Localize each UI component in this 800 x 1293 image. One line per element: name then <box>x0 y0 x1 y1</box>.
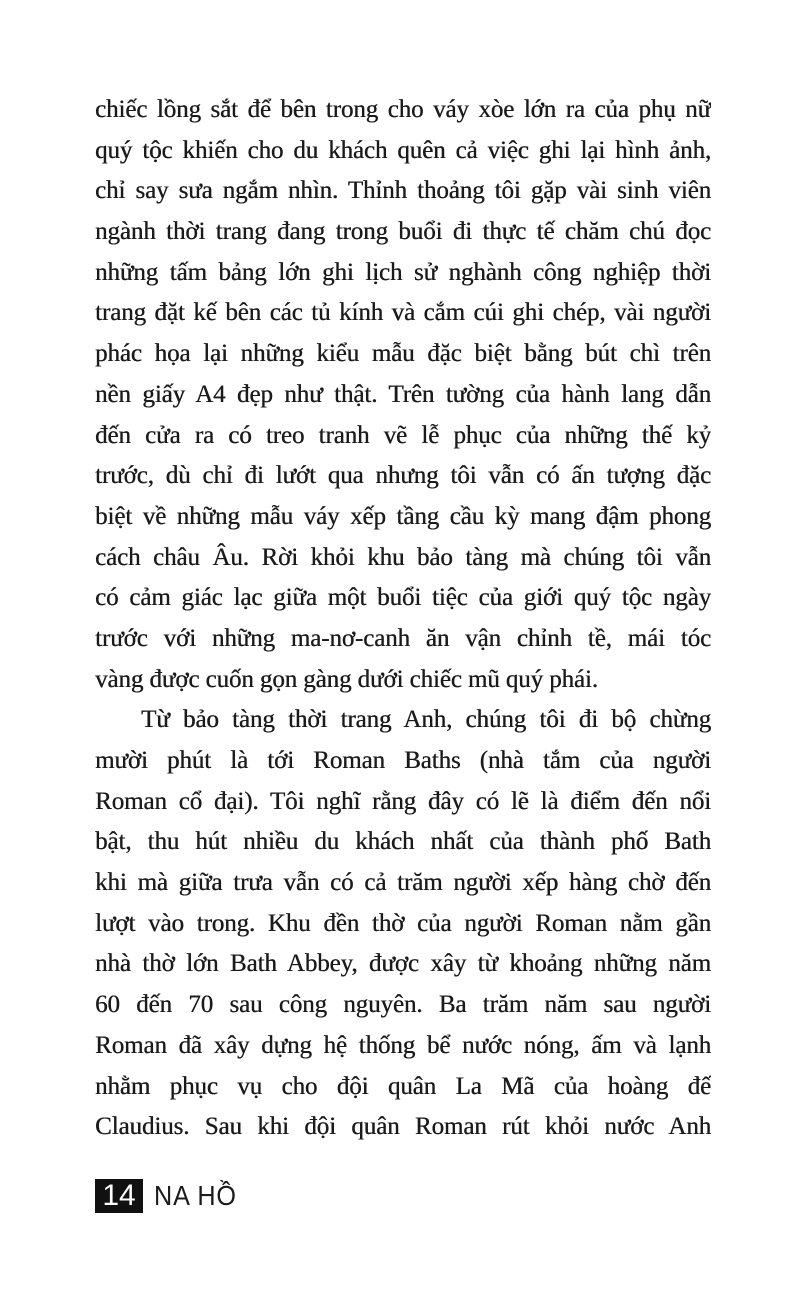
text-line: những tấm bảng lớn ghi lịch sử nghành công nghiệp thời <box>95 258 711 286</box>
page-number-badge <box>95 1179 143 1213</box>
text-line: 60 đến 70 sau công nguyên. Ba trăm năm sau người <box>95 991 711 1019</box>
page-number: 14 <box>102 1179 136 1212</box>
text-line: chiếc lồng sắt để bên trong cho váy xòe lớn ra của phụ nữ <box>95 96 711 123</box>
author-name: NA HỒ <box>154 1180 237 1211</box>
text-line: phác họa lại những kiểu mẫu đặc biệt bằng bút chì trên <box>95 340 711 368</box>
text-line: nhằm phục vụ cho đội quân La Mã của hoàng đế <box>95 1072 711 1100</box>
text-line: Từ bảo tàng thời trang Anh, chúng tôi đi bộ chừng <box>141 706 711 734</box>
text-line: cách châu Âu. Rời khỏi khu bảo tàng mà chúng tôi vẫn <box>95 543 711 571</box>
text-line: quý tộc khiến cho du khách quên cả việc ghi lại hình ảnh, <box>95 136 711 164</box>
body-text <box>95 90 711 1148</box>
text-line: nền giấy A4 đẹp như thật. Trên tường của hành lang dẫn <box>95 380 711 408</box>
text-line: biệt về những mẫu váy xếp tầng cầu kỳ mang đậm phong <box>95 502 711 530</box>
text-line: bật, thu hút nhiều du khách nhất của thành phố Bath <box>95 828 711 856</box>
text-line: chỉ say sưa ngắm nhìn. Thỉnh thoảng tôi gặp vài sinh viên <box>95 177 711 205</box>
text-line: trang đặt kế bên các tủ kính và cắm cúi ghi chép, vài người <box>95 299 711 327</box>
text-line: khi mà giữa trưa vẫn có cả trăm người xếp hàng chờ đến <box>95 869 711 897</box>
text-line: vàng được cuốn gọn gàng dưới chiếc mũ quý phái. <box>95 665 598 693</box>
text-line: mười phút là tới Roman Baths (nhà tắm của người <box>95 747 711 774</box>
text-line: lượt vào trong. Khu đền thờ của người Roman nằm gần <box>95 909 711 937</box>
text-line: nhà thờ lớn Bath Abbey, được xây từ khoảng những năm <box>95 950 711 978</box>
page-footer <box>95 1179 246 1213</box>
text-line: Roman cổ đại). Tôi nghĩ rằng đây có lẽ là điểm đến nổi <box>95 787 711 815</box>
text-line: Roman đã xây dựng hệ thống bể nước nóng, ấm và lạnh <box>95 1031 711 1059</box>
text-line: trước với những ma-nơ-canh ăn vận chỉnh tề, mái tóc <box>95 624 711 652</box>
text-line: ngành thời trang đang trong buổi đi thực tế chăm chú đọc <box>95 218 711 246</box>
text-line: có cảm giác lạc giữa một buổi tiệc của giới quý tộc ngày <box>95 584 711 612</box>
text-line: trước, dù chỉ đi lướt qua nhưng tôi vẫn có ấn tượng đặc <box>95 462 711 490</box>
text-line: Claudius. Sau khi đội quân Roman rút khỏi nước Anh <box>95 1113 711 1141</box>
text-line: đến cửa ra có treo tranh vẽ lễ phục của những thế kỷ <box>95 421 711 449</box>
